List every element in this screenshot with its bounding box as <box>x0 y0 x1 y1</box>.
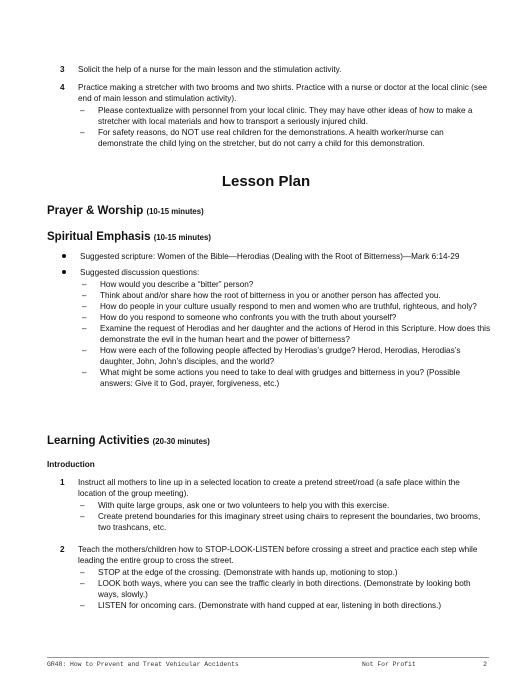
page-title: Lesson Plan <box>221 173 311 190</box>
intro-item-3 <box>60 64 490 75</box>
sub-item: – How were each of the following people affected by Herodias’s grudge? Herod, Herodias, Herodias’s daughter, John, John’s disciples, and the world? <box>82 346 461 366</box>
sub-item: – For safety reasons, do NOT use real children for the demonstrations. A health worker/nurse can demonstrate the child lying on the stretcher, but do not carry a child for this demonstration. <box>80 128 444 148</box>
page-footer <box>47 657 489 670</box>
page-number: 2 <box>483 661 487 668</box>
sub-list <box>78 500 490 533</box>
sub-list <box>78 567 490 611</box>
sub-item: – Examine the request of Herodias and her daughter and the actions of Herod in this Scripture. How does this demonstrate the evil in the human heart and the power of bitterness? <box>82 324 491 344</box>
bullet-item: Suggested scripture: Women of the Bible—Herodias (Dealing with the Root of Bitterness)—Mark 6:14-29 <box>62 251 492 262</box>
sub-list <box>80 279 492 389</box>
duration-label: (10-15 minutes) <box>146 207 204 216</box>
sub-list <box>78 105 490 149</box>
bullet-icon <box>62 270 66 274</box>
item-text: Instruct all mothers to line up in a selected location to create a pretend street/road (a safe place within the location of the group meeting). <box>78 478 460 498</box>
item-number: 1 <box>60 478 65 487</box>
sub-item: – Create pretend boundaries for this imaginary street using chairs to represent the boundaries, two brooms, two trashcans, etc. <box>80 512 481 532</box>
item-number: 3 <box>60 65 65 74</box>
sub-item: – Think about and/or share how the root of bitterness in you or another person has affected you. <box>82 291 441 300</box>
intro-item-4 <box>60 82 490 149</box>
footer-notice: Not For Profit <box>362 661 416 668</box>
sub-item: – LOOK both ways, where you can see the traffic clearly in both directions. (Demonstrate by looking both ways, slowly.) <box>80 579 471 599</box>
item-number: 2 <box>60 545 65 554</box>
spiritual-bullets <box>62 251 492 389</box>
sub-item: – STOP at the edge of the crossing. (Demonstrate with hands up, motioning to stop.) <box>80 568 398 577</box>
item-text: Solicit the help of a nurse for the main lesson and the stimulation activity. <box>78 65 342 74</box>
section-heading-spiritual: Spiritual Emphasis (10-15 minutes) <box>47 231 211 243</box>
learning-item-2 <box>60 544 490 611</box>
subheading-introduction: Introduction <box>47 460 95 469</box>
sub-item: – How do you respond to someone who confronts you with the truth about yourself? <box>82 313 397 322</box>
sub-item: – LISTEN for oncoming cars. (Demonstrate with hand cupped at ear, listening in both directions.) <box>80 601 442 610</box>
sub-item: – How do people in your culture usually respond to men and women who are truthful, righteous, and holy? <box>82 302 477 311</box>
sub-item: – How would you describe a “bitter” person? <box>82 280 254 289</box>
section-heading-learning: Learning Activities (20-30 minutes) <box>47 435 210 447</box>
sub-item: – Please contextualize with personnel from your local clinic. They may have other ideas of how to make a stretcher with local materials and how to transport a seriously injured child. <box>80 106 473 126</box>
item-text: Teach the mothers/children how to STOP-LOOK-LISTEN before crossing a street and practice each step while leading the entire group to cross the street. <box>78 545 478 565</box>
sub-item: – With quite large groups, ask one or two volunteers to help you with this exercise. <box>80 501 390 510</box>
learning-item-1 <box>60 477 490 533</box>
duration-label: (10-15 minutes) <box>153 233 211 242</box>
footer-document-title: GR48: How to Prevent and Treat Vehicular Accidents <box>47 661 239 668</box>
item-text: Practice making a stretcher with two brooms and two shirts. Practice with a nurse or doctor at the local clinic (see end of main lesson and stimulation activity). <box>78 83 488 103</box>
duration-label: (20-30 minutes) <box>152 437 210 446</box>
item-number: 4 <box>60 83 65 92</box>
sub-item: – What might be some actions you need to take to deal with grudges and bitterness in you? (Possible answers: Give it to God, prayer, forgiveness, etc.) <box>82 368 461 388</box>
bullet-item: Suggested discussion questions: – How would you describe a “bitter” person? – Think about and/or share how the root of bitterness in you or another person has affected you. – How do people in your culture usually respond to men and women who are truthful, righteous, and holy? – How do you respond to someone who confronts you with the truth about yourself? – Examine the request of Herodias and her daughter and the actions of Herod in this Scripture. How does this demonstrate the evil in the human heart and the power of bitterness? – How were each of the following people affected by Herodias’s grudge? Herod, Herodias, Herodias’s daughter, John, John’s disciples, and the world? – What might be some actions you need to take to deal with grudges and bitterness in you? (Possible answers: Give it to God, prayer, forgiveness, etc.) <box>62 267 492 389</box>
bullet-icon <box>62 254 66 258</box>
section-heading-prayer: Prayer & Worship (10-15 minutes) <box>47 205 204 217</box>
